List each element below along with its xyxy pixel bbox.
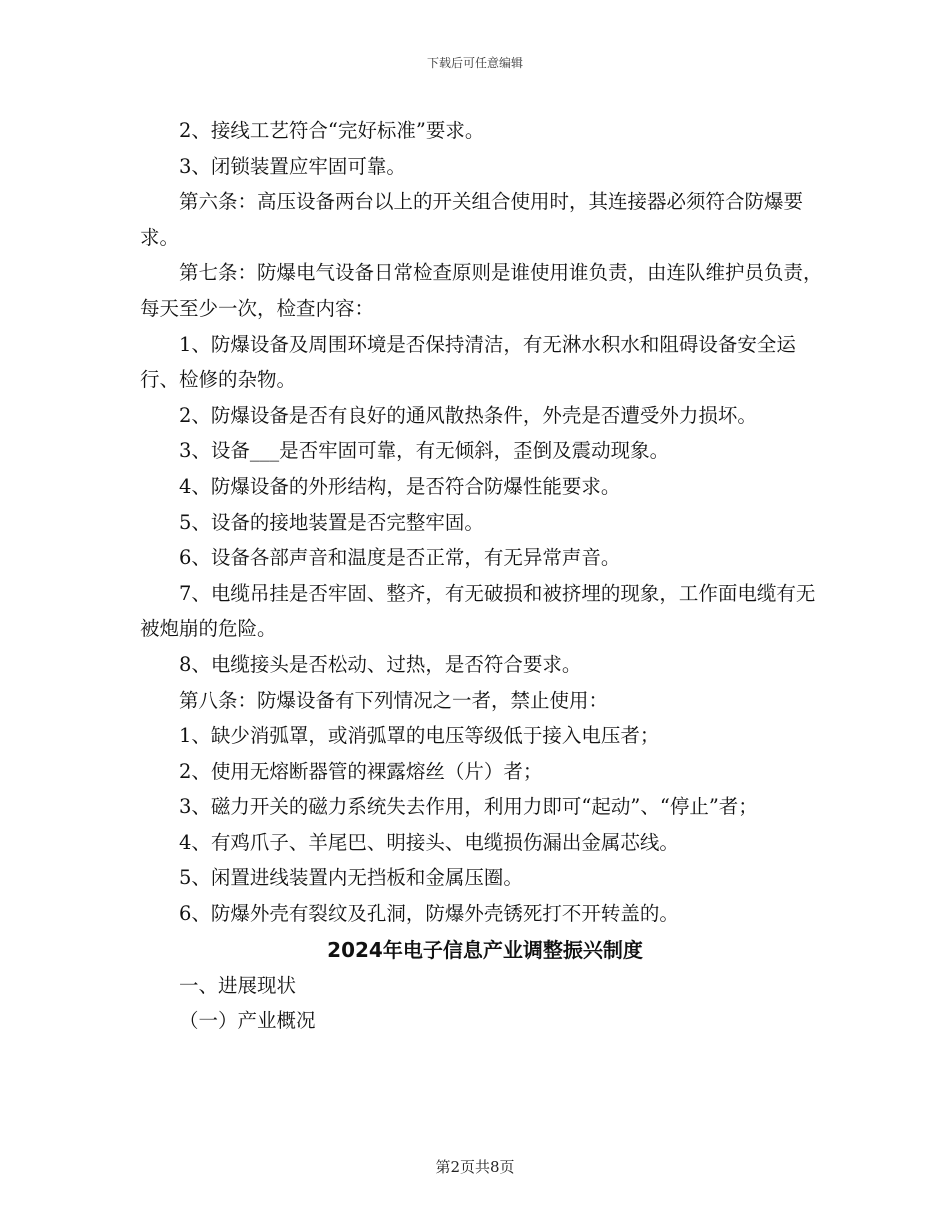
document-title: 2024年电子信息产业调整振兴制度: [327, 937, 643, 962]
paragraph: 8、电缆接头是否松动、过热，是否符合要求。: [179, 652, 582, 676]
paragraph: 第八条：防爆设备有下列情况之一者，禁止使用：: [179, 688, 609, 712]
paragraph: 2、接线工艺符合“完好标准”要求。: [179, 119, 485, 142]
paragraph: 4、防爆设备的外形结构，是否符合防爆性能要求。: [179, 474, 621, 498]
section-heading: 一、进展现状: [179, 973, 297, 997]
paragraph: 3、磁力开关的磁力系统失去作用，利用力即可“起动”、“停止”者；: [179, 795, 758, 819]
paragraph: 第六条：高压设备两台以上的开关组合使用时，其连接器必须符合防爆要求。: [140, 190, 804, 249]
paragraph: 1、防爆设备及周围环境是否保持清洁，有无淋水积水和阻碍设备安全运行、检修的杂物。: [140, 332, 796, 392]
paragraph: 1、缺少消弧罩，或消弧罩的电压等级低于接入电压者；: [179, 724, 660, 748]
paragraph: 6、设备各部声音和温度是否正常，有无异常声音。: [179, 546, 621, 570]
paragraph: 7、电缆吊挂是否牢固、整齐，有无破损和被挤埋的现象，工作面电缆有无被炮崩的危险。: [140, 581, 816, 641]
document-body: [140, 113, 830, 1039]
paragraph: 2、使用无熔断器管的裸露熔丝（片）者；: [179, 759, 543, 783]
paragraph: 5、闲置进线装置内无挡板和金属压圈。: [179, 866, 523, 890]
paragraph: 6、防爆外壳有裂纹及孔洞，防爆外壳锈死打不开转盖的。: [179, 902, 679, 926]
page-number: 第2页共8页: [435, 1158, 515, 1176]
paragraph: 2、防爆设备是否有良好的通风散热条件，外壳是否遭受外力损坏。: [179, 403, 757, 427]
paragraph: 3、设备___是否牢固可靠，有无倾斜，歪倒及震动现象。: [179, 439, 670, 463]
paragraph: 3、闭锁装置应牢固可靠。: [179, 154, 406, 178]
paragraph: 第七条：防爆电气设备日常检查原则是谁使用谁负责，由连队维护员负责，每天至少一次，检查内容：: [140, 261, 823, 320]
page-header: 下载后可任意编辑: [426, 56, 523, 70]
subsection-heading: （一）产业概况: [179, 1009, 316, 1033]
paragraph: 5、设备的接地装置是否完整牢固。: [179, 510, 484, 534]
paragraph: 4、有鸡爪子、羊尾巴、明接头、电缆损伤漏出金属芯线。: [179, 830, 679, 854]
